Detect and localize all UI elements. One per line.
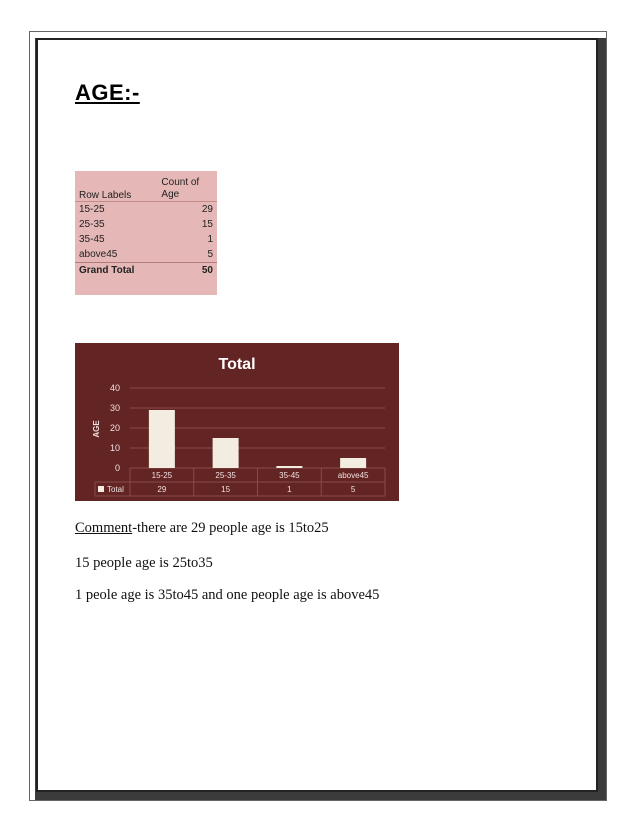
bar-15-25: [149, 410, 175, 468]
pivot-header-count: [157, 171, 217, 202]
pivot-row-label: 35-45: [79, 234, 105, 245]
x-category-label: 25-35: [215, 471, 236, 480]
pivot-row-label: 25-35: [79, 219, 105, 230]
legend-key: [98, 486, 104, 492]
pivot-row-label: 15-25: [79, 204, 105, 215]
x-category-label: above45: [337, 471, 369, 480]
comment-text: -there are 29 people age is 15to25: [132, 520, 329, 536]
pivot-row-value: 29: [201, 204, 213, 215]
pivot-header-count-line2: Age: [161, 189, 180, 200]
x-category-label: 35-45: [279, 471, 300, 480]
bar-25-35: [213, 438, 239, 468]
chart-svg: [75, 343, 399, 501]
x-category-label: 15-25: [151, 471, 173, 480]
y-tick-label: 0: [114, 463, 120, 473]
data-table-value: 1: [287, 485, 292, 494]
pivot-row: [75, 217, 217, 232]
pivot-total-value: 50: [157, 263, 217, 279]
pivot-header-count-line1: Count of: [161, 177, 200, 188]
bar-35-45: [276, 466, 302, 468]
pivot-row-label: above45: [79, 249, 118, 260]
comment-label: Comment: [75, 520, 133, 536]
y-tick-label: 10: [109, 443, 120, 453]
pivot-row: [75, 232, 217, 247]
pivot-row-value: 1: [207, 234, 213, 245]
y-axis-label: AGE: [92, 420, 101, 438]
y-tick-label: 30: [109, 403, 120, 413]
age-bar-chart: [75, 343, 399, 501]
bar-above45: [340, 458, 366, 468]
pivot-table: [75, 171, 217, 295]
data-table-value: 5: [350, 485, 356, 494]
comment-line-2: 15 people age is 25to35: [75, 555, 213, 571]
y-tick-label: 40: [109, 383, 120, 393]
chart-title: Total: [218, 356, 256, 373]
data-table-value: 15: [221, 485, 231, 494]
pivot-header-row-labels: Row Labels: [75, 171, 157, 202]
pivot-total-row: [75, 263, 217, 279]
pivot-total-label: Grand Total: [75, 263, 157, 279]
pivot-row: [75, 202, 217, 218]
y-tick-label: 20: [109, 423, 120, 433]
data-table-value: 29: [157, 485, 167, 494]
pivot-row: [75, 247, 217, 263]
section-heading: AGE:-: [75, 80, 140, 105]
pivot-row-value: 5: [207, 249, 213, 260]
pivot-row-value: 15: [201, 219, 213, 230]
pivot-header-row: [75, 171, 217, 202]
comment-line-1: [75, 520, 329, 537]
legend-series-name: Total: [107, 485, 124, 494]
comment-line-3: 1 peole age is 35to45 and one people age is above45: [75, 587, 380, 603]
